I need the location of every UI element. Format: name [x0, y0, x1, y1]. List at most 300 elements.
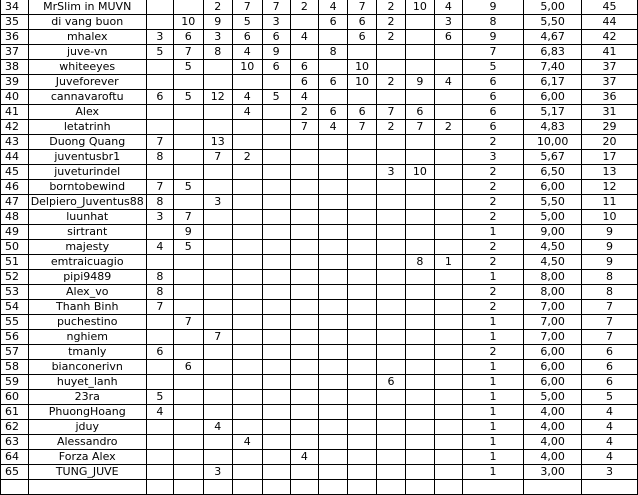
- score-cell[interactable]: 1: [434, 255, 462, 270]
- score-cell[interactable]: [348, 255, 377, 270]
- score-cell[interactable]: [146, 360, 173, 375]
- score-cell[interactable]: [146, 165, 173, 180]
- score-cell[interactable]: [262, 465, 290, 480]
- score-cell[interactable]: [405, 90, 434, 105]
- games-count-cell[interactable]: 7: [462, 45, 523, 60]
- score-cell[interactable]: [348, 360, 377, 375]
- score-cell[interactable]: [377, 195, 406, 210]
- row-number-cell[interactable]: 34: [1, 0, 29, 15]
- points-cell[interactable]: 20: [582, 135, 638, 150]
- player-name-cell[interactable]: borntobewind: [28, 180, 146, 195]
- score-cell[interactable]: [262, 345, 290, 360]
- score-cell[interactable]: [173, 330, 203, 345]
- score-cell[interactable]: 7: [348, 120, 377, 135]
- score-cell[interactable]: 4: [290, 30, 319, 45]
- score-cell[interactable]: 4: [232, 90, 262, 105]
- score-cell[interactable]: [232, 375, 262, 390]
- score-cell[interactable]: [377, 390, 406, 405]
- score-cell[interactable]: [348, 375, 377, 390]
- player-name-cell[interactable]: Alex_vo: [28, 285, 146, 300]
- games-count-cell[interactable]: 1: [462, 420, 523, 435]
- score-cell[interactable]: [319, 375, 348, 390]
- score-cell[interactable]: [377, 285, 406, 300]
- score-cell[interactable]: 8: [146, 195, 173, 210]
- score-cell[interactable]: [434, 90, 462, 105]
- score-cell[interactable]: [262, 135, 290, 150]
- score-cell[interactable]: 5: [173, 90, 203, 105]
- score-cell[interactable]: [203, 345, 232, 360]
- score-cell[interactable]: [434, 240, 462, 255]
- score-cell[interactable]: 9: [173, 225, 203, 240]
- score-cell[interactable]: [203, 435, 232, 450]
- games-count-cell[interactable]: 6: [462, 120, 523, 135]
- points-cell[interactable]: 4: [582, 435, 638, 450]
- row-number-cell[interactable]: 35: [1, 15, 29, 30]
- score-cell[interactable]: [262, 240, 290, 255]
- score-cell[interactable]: [290, 375, 319, 390]
- score-cell[interactable]: [173, 405, 203, 420]
- score-cell[interactable]: 4: [232, 105, 262, 120]
- score-cell[interactable]: 12: [203, 90, 232, 105]
- score-cell[interactable]: [146, 60, 173, 75]
- score-cell[interactable]: [290, 240, 319, 255]
- games-count-cell[interactable]: 1: [462, 315, 523, 330]
- score-cell[interactable]: 6: [262, 60, 290, 75]
- score-cell[interactable]: [262, 315, 290, 330]
- points-cell[interactable]: 44: [582, 15, 638, 30]
- score-cell[interactable]: [203, 75, 232, 90]
- row-number-cell[interactable]: 42: [1, 120, 29, 135]
- average-cell[interactable]: [524, 480, 582, 495]
- score-cell[interactable]: [377, 360, 406, 375]
- row-number-cell[interactable]: 58: [1, 360, 29, 375]
- row-number-cell[interactable]: 41: [1, 105, 29, 120]
- row-number-cell[interactable]: 39: [1, 75, 29, 90]
- games-count-cell[interactable]: 2: [462, 240, 523, 255]
- score-cell[interactable]: 4: [232, 435, 262, 450]
- score-cell[interactable]: [434, 450, 462, 465]
- score-cell[interactable]: 6: [348, 30, 377, 45]
- player-name-cell[interactable]: jduy: [28, 420, 146, 435]
- score-cell[interactable]: [232, 360, 262, 375]
- score-cell[interactable]: [290, 45, 319, 60]
- score-cell[interactable]: [146, 105, 173, 120]
- row-number-cell[interactable]: 53: [1, 285, 29, 300]
- score-cell[interactable]: [232, 270, 262, 285]
- player-name-cell[interactable]: whiteeyes: [28, 60, 146, 75]
- score-cell[interactable]: [173, 450, 203, 465]
- score-cell[interactable]: [348, 390, 377, 405]
- score-cell[interactable]: [319, 270, 348, 285]
- player-name-cell[interactable]: mhalex: [28, 30, 146, 45]
- score-cell[interactable]: 8: [319, 45, 348, 60]
- player-name-cell[interactable]: pipi9489: [28, 270, 146, 285]
- row-number-cell[interactable]: 45: [1, 165, 29, 180]
- score-cell[interactable]: 7: [146, 180, 173, 195]
- games-count-cell[interactable]: 2: [462, 135, 523, 150]
- average-cell[interactable]: 5,50: [524, 195, 582, 210]
- score-cell[interactable]: [203, 315, 232, 330]
- score-cell[interactable]: [146, 255, 173, 270]
- score-cell[interactable]: [146, 480, 173, 495]
- score-cell[interactable]: [434, 150, 462, 165]
- average-cell[interactable]: 6,00: [524, 90, 582, 105]
- score-cell[interactable]: 5: [173, 60, 203, 75]
- score-cell[interactable]: [377, 345, 406, 360]
- score-cell[interactable]: [173, 345, 203, 360]
- score-cell[interactable]: [377, 150, 406, 165]
- player-name-cell[interactable]: cannavaroftu: [28, 90, 146, 105]
- score-cell[interactable]: [290, 180, 319, 195]
- score-cell[interactable]: [232, 180, 262, 195]
- score-cell[interactable]: 6: [232, 30, 262, 45]
- games-count-cell[interactable]: 2: [462, 180, 523, 195]
- score-cell[interactable]: [434, 225, 462, 240]
- player-name-cell[interactable]: TUNG_JUVE: [28, 465, 146, 480]
- score-cell[interactable]: 2: [377, 0, 406, 15]
- score-cell[interactable]: [405, 270, 434, 285]
- score-cell[interactable]: [262, 255, 290, 270]
- score-cell[interactable]: [377, 450, 406, 465]
- score-cell[interactable]: [262, 420, 290, 435]
- score-cell[interactable]: [290, 345, 319, 360]
- score-cell[interactable]: [290, 135, 319, 150]
- row-number-cell[interactable]: 57: [1, 345, 29, 360]
- points-cell[interactable]: 4: [582, 450, 638, 465]
- score-cell[interactable]: 5: [262, 90, 290, 105]
- score-cell[interactable]: [405, 285, 434, 300]
- score-cell[interactable]: [173, 270, 203, 285]
- score-cell[interactable]: 7: [173, 45, 203, 60]
- score-cell[interactable]: [290, 315, 319, 330]
- average-cell[interactable]: 6,00: [524, 375, 582, 390]
- score-cell[interactable]: 2: [434, 120, 462, 135]
- score-cell[interactable]: 4: [290, 90, 319, 105]
- score-cell[interactable]: [173, 285, 203, 300]
- score-cell[interactable]: 4: [203, 420, 232, 435]
- score-cell[interactable]: [262, 225, 290, 240]
- score-cell[interactable]: [319, 60, 348, 75]
- score-cell[interactable]: [348, 180, 377, 195]
- score-cell[interactable]: [146, 225, 173, 240]
- score-cell[interactable]: 7: [232, 0, 262, 15]
- score-cell[interactable]: [348, 135, 377, 150]
- score-cell[interactable]: [146, 15, 173, 30]
- score-cell[interactable]: [348, 330, 377, 345]
- player-name-cell[interactable]: Delpiero_Juventus88: [28, 195, 146, 210]
- score-cell[interactable]: 7: [290, 120, 319, 135]
- score-cell[interactable]: [203, 120, 232, 135]
- points-cell[interactable]: 9: [582, 240, 638, 255]
- points-cell[interactable]: 37: [582, 75, 638, 90]
- row-number-cell[interactable]: 48: [1, 210, 29, 225]
- score-cell[interactable]: [434, 375, 462, 390]
- score-cell[interactable]: 10: [348, 60, 377, 75]
- score-cell[interactable]: 8: [405, 255, 434, 270]
- score-cell[interactable]: [405, 15, 434, 30]
- score-cell[interactable]: [173, 480, 203, 495]
- score-cell[interactable]: [434, 465, 462, 480]
- score-cell[interactable]: [203, 105, 232, 120]
- score-cell[interactable]: 13: [203, 135, 232, 150]
- row-number-cell[interactable]: 38: [1, 60, 29, 75]
- score-cell[interactable]: [173, 105, 203, 120]
- score-cell[interactable]: [146, 75, 173, 90]
- player-name-cell[interactable]: juveturindel: [28, 165, 146, 180]
- score-cell[interactable]: 6: [173, 30, 203, 45]
- average-cell[interactable]: 4,00: [524, 405, 582, 420]
- score-cell[interactable]: [146, 375, 173, 390]
- points-cell[interactable]: 6: [582, 345, 638, 360]
- score-cell[interactable]: [434, 300, 462, 315]
- points-cell[interactable]: 12: [582, 180, 638, 195]
- average-cell[interactable]: 8,00: [524, 285, 582, 300]
- average-cell[interactable]: 10,00: [524, 135, 582, 150]
- score-cell[interactable]: [262, 435, 290, 450]
- score-cell[interactable]: [319, 90, 348, 105]
- row-number-cell[interactable]: [1, 480, 29, 495]
- score-cell[interactable]: [434, 330, 462, 345]
- score-cell[interactable]: [319, 435, 348, 450]
- score-cell[interactable]: [348, 150, 377, 165]
- score-cell[interactable]: [146, 435, 173, 450]
- score-cell[interactable]: 8: [146, 270, 173, 285]
- score-cell[interactable]: [173, 195, 203, 210]
- games-count-cell[interactable]: 2: [462, 345, 523, 360]
- score-cell[interactable]: [173, 435, 203, 450]
- score-cell[interactable]: [434, 195, 462, 210]
- score-cell[interactable]: 6: [434, 30, 462, 45]
- points-cell[interactable]: 42: [582, 30, 638, 45]
- score-cell[interactable]: [232, 210, 262, 225]
- score-cell[interactable]: [377, 405, 406, 420]
- score-cell[interactable]: [203, 450, 232, 465]
- games-count-cell[interactable]: 1: [462, 225, 523, 240]
- score-cell[interactable]: 6: [348, 105, 377, 120]
- score-cell[interactable]: [262, 150, 290, 165]
- score-cell[interactable]: [173, 375, 203, 390]
- score-cell[interactable]: [173, 150, 203, 165]
- score-cell[interactable]: 7: [146, 135, 173, 150]
- points-cell[interactable]: 7: [582, 300, 638, 315]
- score-cell[interactable]: 5: [173, 180, 203, 195]
- score-cell[interactable]: [173, 165, 203, 180]
- score-cell[interactable]: [173, 420, 203, 435]
- score-cell[interactable]: 4: [290, 450, 319, 465]
- score-cell[interactable]: [203, 300, 232, 315]
- score-cell[interactable]: [262, 450, 290, 465]
- row-number-cell[interactable]: 65: [1, 465, 29, 480]
- points-cell[interactable]: 4: [582, 420, 638, 435]
- average-cell[interactable]: 5,67: [524, 150, 582, 165]
- score-cell[interactable]: [405, 180, 434, 195]
- points-cell[interactable]: 11: [582, 195, 638, 210]
- score-cell[interactable]: 7: [203, 330, 232, 345]
- score-cell[interactable]: [377, 480, 406, 495]
- row-number-cell[interactable]: 37: [1, 45, 29, 60]
- score-cell[interactable]: [290, 210, 319, 225]
- score-cell[interactable]: [232, 165, 262, 180]
- average-cell[interactable]: 4,00: [524, 435, 582, 450]
- games-count-cell[interactable]: 1: [462, 270, 523, 285]
- score-cell[interactable]: [434, 270, 462, 285]
- player-name-cell[interactable]: Alessandro: [28, 435, 146, 450]
- score-cell[interactable]: 10: [348, 75, 377, 90]
- player-name-cell[interactable]: juve-vn: [28, 45, 146, 60]
- score-cell[interactable]: [290, 435, 319, 450]
- average-cell[interactable]: 6,00: [524, 360, 582, 375]
- row-number-cell[interactable]: 36: [1, 30, 29, 45]
- player-name-cell[interactable]: tmanly: [28, 345, 146, 360]
- player-name-cell[interactable]: Duong Quang: [28, 135, 146, 150]
- average-cell[interactable]: 4,50: [524, 255, 582, 270]
- score-cell[interactable]: [319, 165, 348, 180]
- games-count-cell[interactable]: 2: [462, 210, 523, 225]
- score-cell[interactable]: [377, 135, 406, 150]
- games-count-cell[interactable]: 3: [462, 150, 523, 165]
- games-count-cell[interactable]: 6: [462, 105, 523, 120]
- score-cell[interactable]: [262, 390, 290, 405]
- score-cell[interactable]: [377, 90, 406, 105]
- row-number-cell[interactable]: 64: [1, 450, 29, 465]
- score-cell[interactable]: [405, 450, 434, 465]
- games-count-cell[interactable]: 5: [462, 60, 523, 75]
- score-cell[interactable]: [262, 300, 290, 315]
- score-cell[interactable]: 2: [377, 30, 406, 45]
- score-cell[interactable]: [262, 120, 290, 135]
- score-cell[interactable]: [262, 210, 290, 225]
- score-cell[interactable]: 7: [203, 150, 232, 165]
- row-number-cell[interactable]: 55: [1, 315, 29, 330]
- games-count-cell[interactable]: 2: [462, 255, 523, 270]
- score-cell[interactable]: [377, 210, 406, 225]
- points-cell[interactable]: 8: [582, 270, 638, 285]
- score-cell[interactable]: 7: [377, 105, 406, 120]
- player-name-cell[interactable]: 23ra: [28, 390, 146, 405]
- score-cell[interactable]: 4: [146, 240, 173, 255]
- score-cell[interactable]: [377, 240, 406, 255]
- score-cell[interactable]: [290, 360, 319, 375]
- score-cell[interactable]: [405, 465, 434, 480]
- score-cell[interactable]: [434, 210, 462, 225]
- row-number-cell[interactable]: 62: [1, 420, 29, 435]
- score-cell[interactable]: 3: [434, 15, 462, 30]
- row-number-cell[interactable]: 59: [1, 375, 29, 390]
- games-count-cell[interactable]: 2: [462, 165, 523, 180]
- score-cell[interactable]: [290, 225, 319, 240]
- games-count-cell[interactable]: [462, 480, 523, 495]
- average-cell[interactable]: 5,00: [524, 390, 582, 405]
- score-cell[interactable]: [348, 315, 377, 330]
- score-cell[interactable]: 3: [203, 30, 232, 45]
- score-cell[interactable]: [348, 420, 377, 435]
- score-cell[interactable]: [434, 315, 462, 330]
- score-cell[interactable]: [146, 0, 173, 15]
- points-cell[interactable]: 8: [582, 285, 638, 300]
- score-cell[interactable]: [377, 270, 406, 285]
- score-cell[interactable]: [146, 465, 173, 480]
- points-cell[interactable]: 36: [582, 90, 638, 105]
- score-cell[interactable]: [405, 375, 434, 390]
- score-cell[interactable]: [173, 255, 203, 270]
- games-count-cell[interactable]: 9: [462, 0, 523, 15]
- score-cell[interactable]: [232, 465, 262, 480]
- score-cell[interactable]: [405, 330, 434, 345]
- score-cell[interactable]: [173, 135, 203, 150]
- points-cell[interactable]: 9: [582, 255, 638, 270]
- score-cell[interactable]: 2: [203, 0, 232, 15]
- score-cell[interactable]: [377, 255, 406, 270]
- games-count-cell[interactable]: 6: [462, 75, 523, 90]
- score-cell[interactable]: 6: [319, 105, 348, 120]
- games-count-cell[interactable]: 1: [462, 435, 523, 450]
- average-cell[interactable]: 6,00: [524, 345, 582, 360]
- score-cell[interactable]: [405, 240, 434, 255]
- score-cell[interactable]: 6: [405, 105, 434, 120]
- score-cell[interactable]: [232, 330, 262, 345]
- score-cell[interactable]: [319, 480, 348, 495]
- score-cell[interactable]: 6: [290, 75, 319, 90]
- score-cell[interactable]: [290, 195, 319, 210]
- score-cell[interactable]: [262, 195, 290, 210]
- score-cell[interactable]: [290, 420, 319, 435]
- score-cell[interactable]: [232, 315, 262, 330]
- score-cell[interactable]: 7: [348, 0, 377, 15]
- player-name-cell[interactable]: huyet_lanh: [28, 375, 146, 390]
- average-cell[interactable]: 6,17: [524, 75, 582, 90]
- games-count-cell[interactable]: 2: [462, 300, 523, 315]
- score-cell[interactable]: 6: [377, 375, 406, 390]
- score-cell[interactable]: 8: [146, 285, 173, 300]
- score-cell[interactable]: [348, 435, 377, 450]
- score-cell[interactable]: 9: [203, 15, 232, 30]
- score-cell[interactable]: [434, 480, 462, 495]
- score-cell[interactable]: [348, 345, 377, 360]
- score-cell[interactable]: [348, 465, 377, 480]
- games-count-cell[interactable]: 1: [462, 360, 523, 375]
- games-count-cell[interactable]: 8: [462, 15, 523, 30]
- score-cell[interactable]: [232, 225, 262, 240]
- score-cell[interactable]: [232, 420, 262, 435]
- score-cell[interactable]: [377, 45, 406, 60]
- points-cell[interactable]: 5: [582, 390, 638, 405]
- average-cell[interactable]: 4,50: [524, 240, 582, 255]
- score-cell[interactable]: 3: [377, 165, 406, 180]
- score-cell[interactable]: [319, 135, 348, 150]
- points-cell[interactable]: 6: [582, 360, 638, 375]
- score-cell[interactable]: [262, 180, 290, 195]
- row-number-cell[interactable]: 43: [1, 135, 29, 150]
- score-cell[interactable]: [434, 45, 462, 60]
- points-cell[interactable]: 7: [582, 330, 638, 345]
- score-cell[interactable]: 5: [146, 45, 173, 60]
- games-count-cell[interactable]: 1: [462, 450, 523, 465]
- score-cell[interactable]: [434, 360, 462, 375]
- score-cell[interactable]: [377, 225, 406, 240]
- score-cell[interactable]: 2: [290, 0, 319, 15]
- score-cell[interactable]: [348, 405, 377, 420]
- score-cell[interactable]: [232, 135, 262, 150]
- score-cell[interactable]: [434, 435, 462, 450]
- score-cell[interactable]: 6: [173, 360, 203, 375]
- score-cell[interactable]: [434, 345, 462, 360]
- score-cell[interactable]: [232, 255, 262, 270]
- score-cell[interactable]: 3: [146, 30, 173, 45]
- score-cell[interactable]: [405, 195, 434, 210]
- score-cell[interactable]: [377, 315, 406, 330]
- score-cell[interactable]: [203, 255, 232, 270]
- player-name-cell[interactable]: bianconerivn: [28, 360, 146, 375]
